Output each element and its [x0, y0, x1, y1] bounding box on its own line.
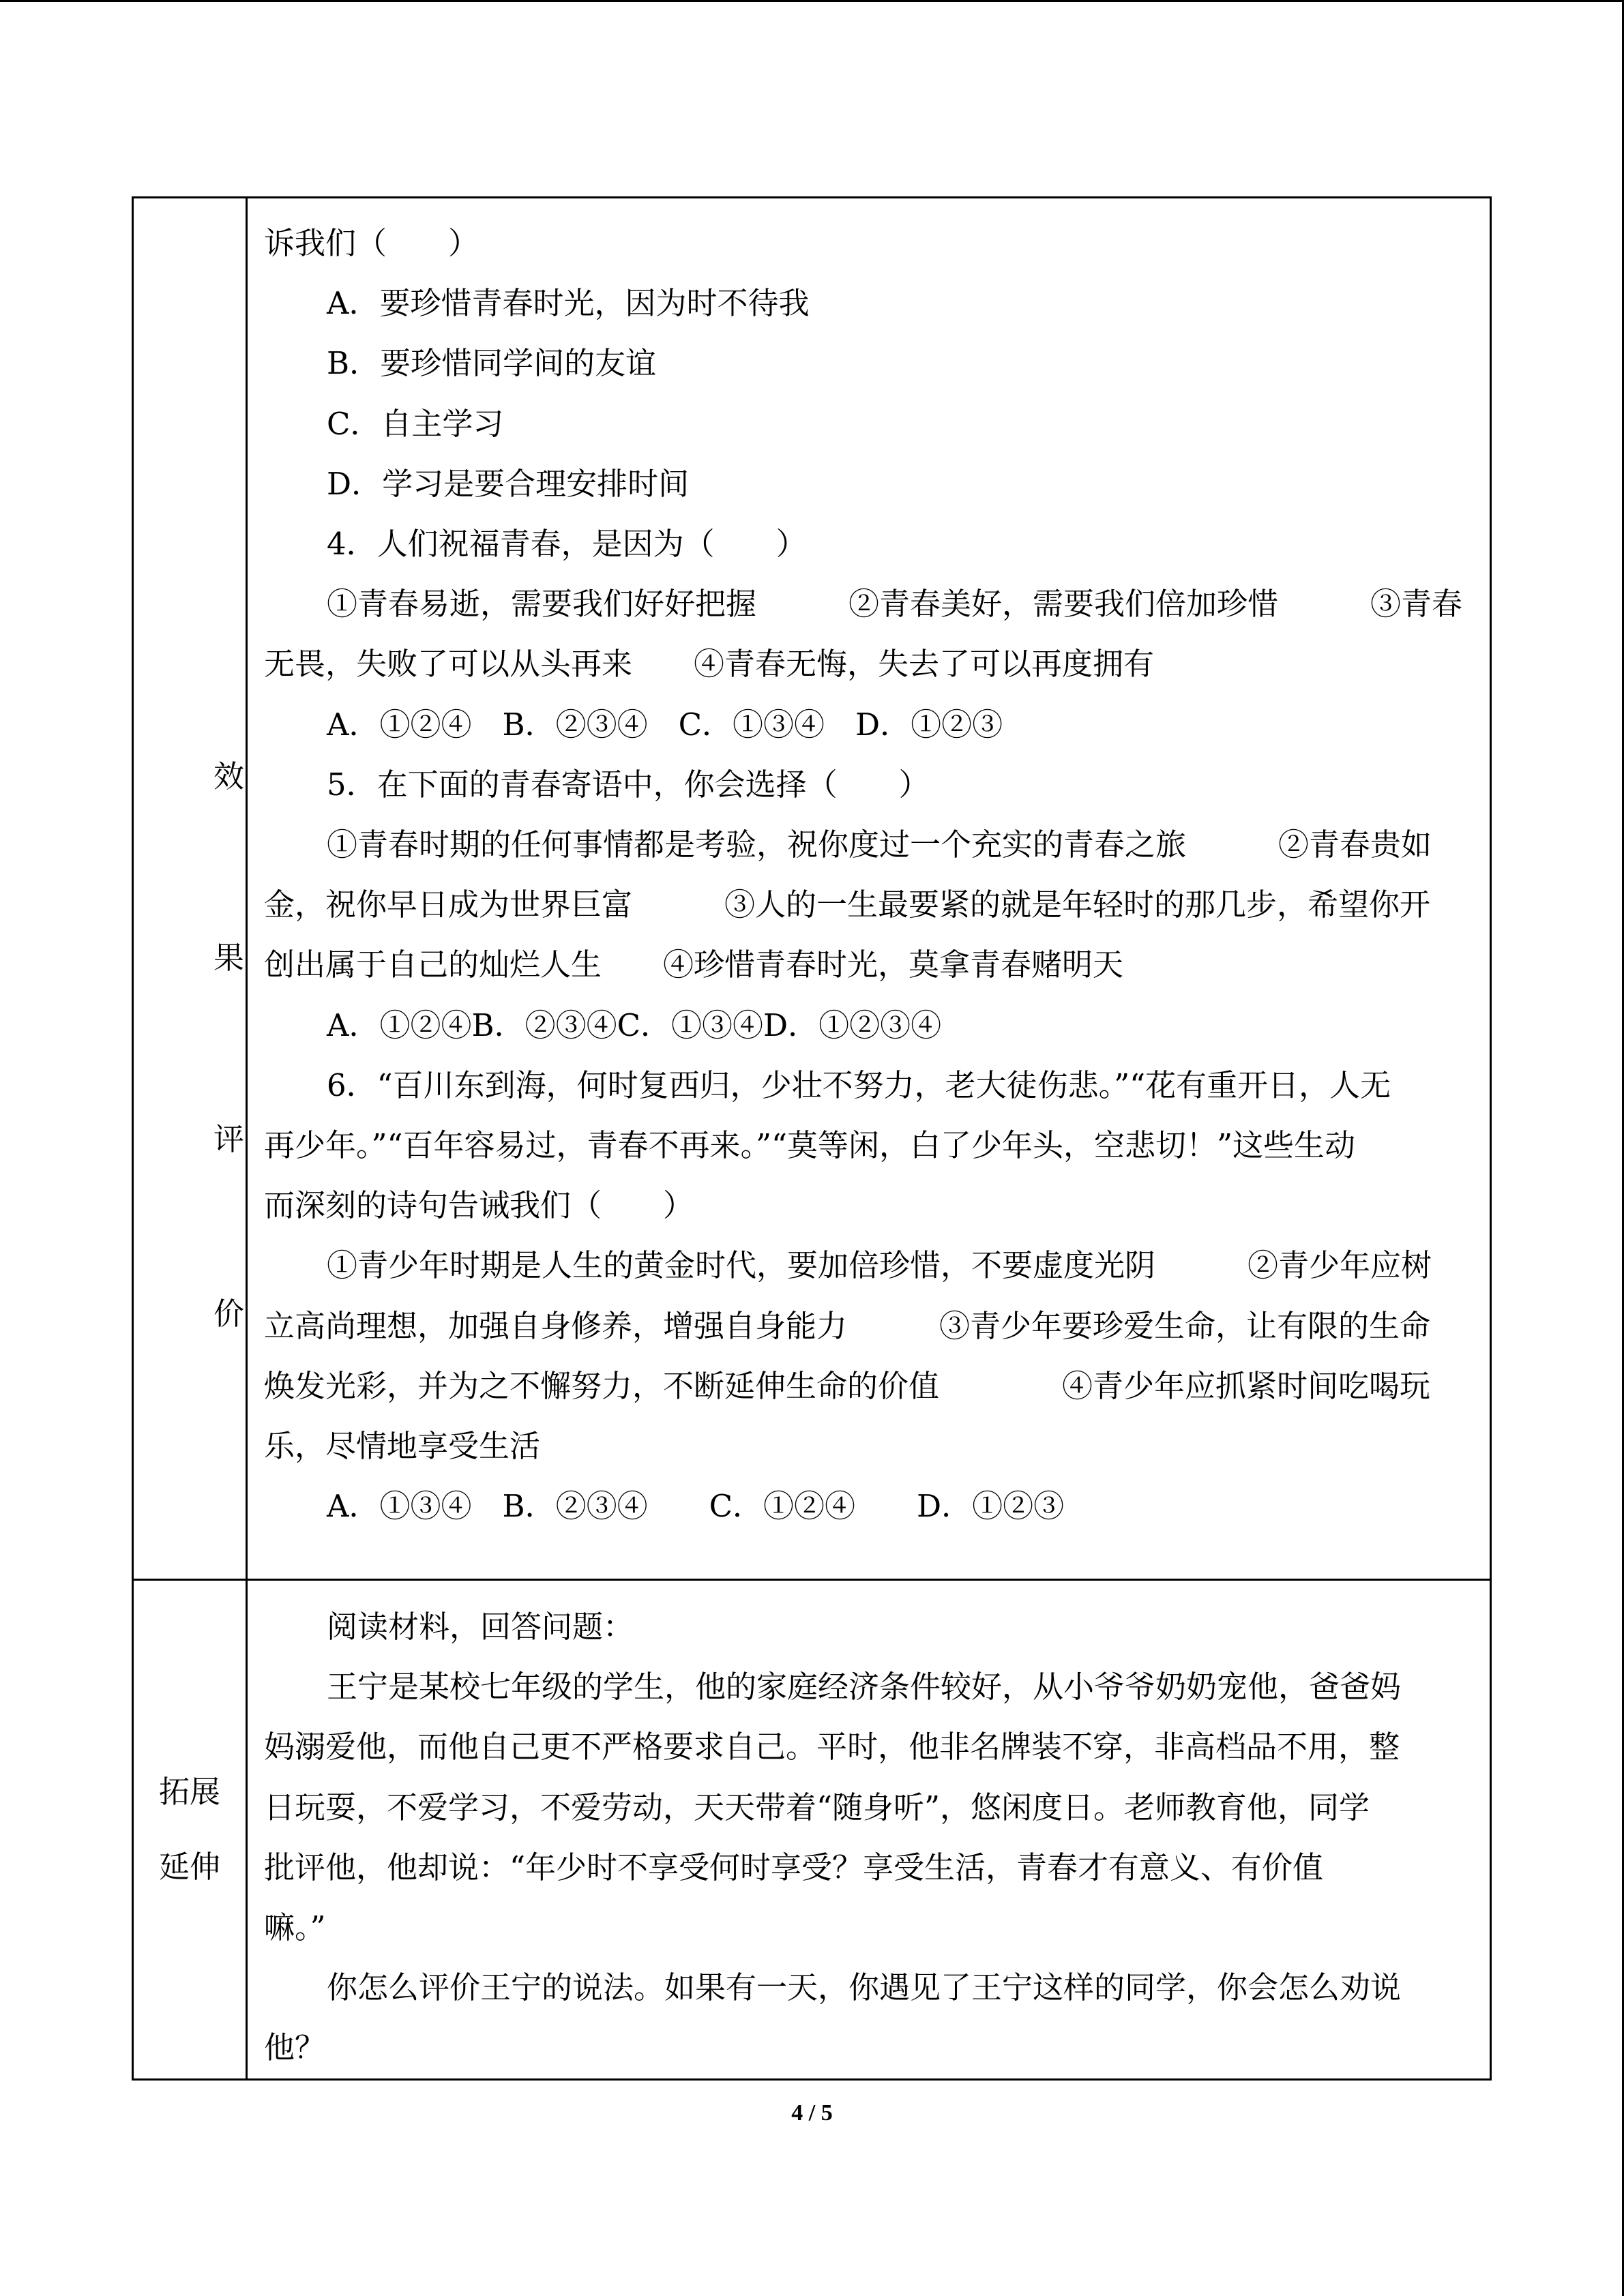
material-line: 妈溺爱他，而他自己更不严格要求自己。平时，他非名牌装不穿，非高档品不用，整	[264, 1729, 1400, 1765]
statement-line: 创出属于自己的灿烂人生 ④珍惜青春时光，莫拿青春赌明天	[264, 946, 1124, 983]
option-line: B．要珍惜同学间的友谊	[327, 345, 657, 382]
evaluation-label-char: 价	[213, 1296, 244, 1332]
statement-line: 无畏，失败了可以从头再来 ④青春无悔，失去了可以再度拥有	[264, 646, 1155, 683]
page-top-border	[0, 0, 1624, 2]
evaluation-label-cell	[133, 198, 247, 1580]
question-line: 而深刻的诗句告诫我们（ ）	[264, 1187, 694, 1224]
page-number: 4 / 5	[791, 2100, 833, 2126]
option-line: A．①②④B．②③④C．①③④D．①②③④	[327, 1007, 942, 1043]
material-line: 批评他，他却说：“年少时不享受何时享受？享受生活，青春才有意义、有价值	[264, 1849, 1324, 1885]
option-line: C．自主学习	[327, 405, 504, 442]
evaluation-row	[133, 198, 1491, 1580]
statement-line: 金，祝你早日成为世界巨富 ③人的一生最要紧的就是年轻时的那几步，希望你开	[264, 886, 1431, 923]
extension-row	[133, 1580, 1491, 2080]
instruction-line: 阅读材料，回答问题：	[327, 1609, 634, 1645]
evaluation-label-char: 效	[213, 758, 244, 794]
evaluation-label-char: 果	[213, 940, 244, 976]
material-line: 日玩耍，不爱学习，不爱劳动，天天带着“随身听”，悠闲度日。老师教育他，同学	[264, 1789, 1370, 1825]
evaluation-content-cell	[247, 198, 1491, 1580]
question-line: 4．人们祝福青春，是因为（ ）	[327, 526, 807, 563]
statement-line: ①青春易逝，需要我们好好把握 ②青春美好，需要我们倍加珍惜 ③青春	[327, 586, 1463, 623]
evaluation-label-char: 评	[213, 1121, 244, 1157]
option-line: A．①②④ B．②③④ C．①③④ D．①②③	[327, 706, 1003, 743]
statement-line: 乐，尽情地享受生活	[264, 1428, 541, 1465]
evaluation-content	[264, 213, 1477, 1579]
option-line: A．要珍惜青春时光，因为时不待我	[327, 285, 810, 322]
question-line: 你怎么评价王宁的说法。如果有一天，你遇见了王宁这样的同学，你会怎么劝说	[327, 1969, 1402, 2006]
question-line: 他？	[264, 2029, 326, 2066]
extension-content-cell	[247, 1580, 1491, 2080]
option-line: D．学习是要合理安排时间	[327, 465, 690, 502]
question-line: 诉我们（ ）	[264, 225, 479, 261]
extension-label-line: 延伸	[158, 1848, 220, 1885]
question-line: 6．“百川东到海，何时复西归，少壮不努力，老大徒伤悲。”“花有重开日，人无	[327, 1067, 1391, 1103]
extension-label-line: 拓展	[158, 1773, 220, 1810]
statement-line: ①青春时期的任何事情都是考验，祝你度过一个充实的青春之旅 ②青春贵如	[327, 826, 1432, 863]
extension-label-cell	[133, 1580, 247, 2080]
statement-line: 焕发光彩，并为之不懈努力，不断延伸生命的价值 ④青少年应抓紧时间吃喝玩	[264, 1367, 1431, 1404]
statement-line: 立高尚理想，加强自身修养，增强自身能力 ③青少年要珍爱生命，让有限的生命	[264, 1307, 1431, 1344]
material-line: 王宁是某校七年级的学生，他的家庭经济条件较好，从小爷爷奶奶宠他，爸爸妈	[327, 1669, 1402, 1705]
material-line: 嘛。”	[264, 1909, 326, 1946]
question-line: 5．在下面的青春寄语中，你会选择（ ）	[327, 766, 930, 803]
question-line: 再少年。”“百年容易过，青春不再来。”“莫等闲，白了少年头，空悲切！”这些生动	[264, 1127, 1356, 1164]
option-line: A．①③④ B．②③④ C．①②④ D．①②③	[327, 1488, 1065, 1525]
lesson-table	[132, 196, 1492, 2081]
statement-line: ①青少年时期是人生的黄金时代，要加倍珍惜，不要虚度光阴 ②青少年应树	[327, 1247, 1432, 1284]
